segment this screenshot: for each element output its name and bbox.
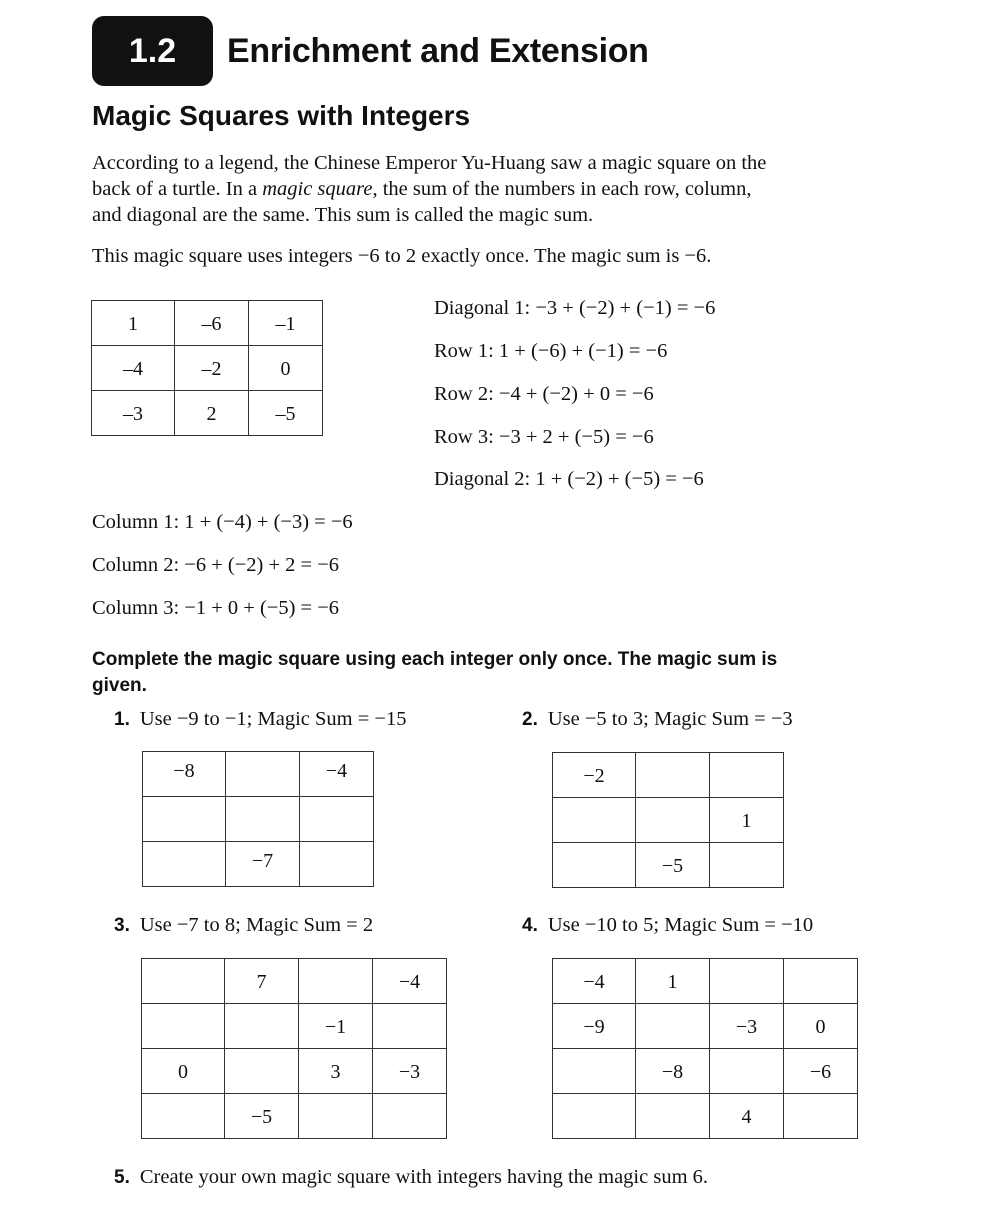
problem-2-prompt: [522, 708, 793, 731]
problem-number: 2.: [522, 709, 538, 730]
intro-term-magic-square: magic square: [262, 178, 373, 200]
grid-cell[interactable]: [226, 752, 300, 797]
problem-number: 5.: [114, 1167, 130, 1188]
grid-cell[interactable]: [226, 797, 300, 842]
grid-cell[interactable]: [299, 1094, 373, 1139]
example-cell: 2: [175, 391, 249, 436]
equation-diagonal-2: Diagonal 2: 1 + (−2) + (−5) = −6: [434, 468, 704, 490]
example-cell: –4: [92, 346, 175, 391]
intro-text-2: , the sum of the numbers in each row, column, and diagonal are the same. This sum is called the magic sum.: [92, 178, 752, 226]
equation-column-3: Column 3: −1 + 0 + (−5) = −6: [92, 597, 340, 619]
problem-text: Use −9 to −1; Magic Sum = −15: [139, 708, 407, 730]
grid-cell[interactable]: [636, 1094, 710, 1139]
problem-5-prompt: [114, 1166, 708, 1189]
example-cell: 0: [249, 346, 323, 391]
grid-cell[interactable]: −2: [553, 753, 636, 798]
example-magic-square: [91, 300, 323, 436]
problem-number: 4.: [522, 915, 538, 936]
problem-text: Create your own magic square with integers having the magic sum 6.: [139, 1166, 709, 1188]
section-subtitle: Magic Squares with Integers: [92, 100, 471, 131]
grid-cell[interactable]: −3: [710, 1004, 784, 1049]
instructions: Complete the magic square using each integer only once. The magic sum is given.: [92, 649, 778, 696]
grid-cell[interactable]: 0: [142, 1049, 225, 1094]
example-cell: –3: [92, 391, 175, 436]
grid-cell[interactable]: [142, 959, 225, 1004]
grid-cell[interactable]: 1: [636, 959, 710, 1004]
grid-cell[interactable]: −4: [300, 752, 374, 797]
problem-text: Use −10 to 5; Magic Sum = −10: [547, 914, 814, 936]
grid-cell[interactable]: 1: [710, 798, 784, 843]
grid-cell[interactable]: −8: [143, 752, 226, 797]
equation-column-2: Column 2: −6 + (−2) + 2 = −6: [92, 554, 340, 576]
problem-4-grid: [552, 958, 858, 1139]
grid-cell[interactable]: [784, 959, 858, 1004]
equation-row-2: Row 2: −4 + (−2) + 0 = −6: [434, 383, 654, 405]
grid-cell[interactable]: [299, 959, 373, 1004]
problem-2-grid: [552, 752, 784, 888]
grid-cell[interactable]: 0: [784, 1004, 858, 1049]
intro-magic-sum-statement: This magic square uses integers −6 to 2 exactly once. The magic sum is −6.: [92, 245, 712, 267]
problem-number: 3.: [114, 915, 130, 936]
grid-cell[interactable]: [142, 1004, 225, 1049]
grid-cell[interactable]: [784, 1094, 858, 1139]
grid-cell[interactable]: [710, 959, 784, 1004]
equation-row-1: Row 1: 1 + (−6) + (−1) = −6: [434, 340, 668, 362]
grid-cell[interactable]: −8: [636, 1049, 710, 1094]
problem-1-grid: [142, 751, 374, 887]
grid-cell[interactable]: [553, 1049, 636, 1094]
example-cell: –6: [175, 301, 249, 346]
problem-1-prompt: [114, 708, 406, 731]
grid-cell[interactable]: [553, 798, 636, 843]
example-cell: –2: [175, 346, 249, 391]
grid-cell[interactable]: [225, 1049, 299, 1094]
grid-cell[interactable]: 4: [710, 1094, 784, 1139]
grid-cell[interactable]: [636, 753, 710, 798]
equation-column-1: Column 1: 1 + (−4) + (−3) = −6: [92, 511, 353, 533]
grid-cell[interactable]: [553, 1094, 636, 1139]
problem-text: Use −7 to 8; Magic Sum = 2: [139, 914, 374, 936]
grid-cell[interactable]: −3: [373, 1049, 447, 1094]
example-cell: –1: [249, 301, 323, 346]
grid-cell[interactable]: [300, 797, 374, 842]
grid-cell[interactable]: −5: [636, 843, 710, 888]
grid-cell[interactable]: [373, 1094, 447, 1139]
problem-4-prompt: [522, 914, 813, 937]
section-number: 1.2: [128, 31, 177, 70]
page-title: Enrichment and Extension: [227, 32, 649, 70]
grid-cell[interactable]: [636, 798, 710, 843]
grid-cell[interactable]: [710, 753, 784, 798]
grid-cell[interactable]: [300, 842, 374, 887]
grid-cell[interactable]: [143, 842, 226, 887]
intro-text-1: According to a legend, the Chinese Emperor Yu-Huang saw a magic square on the back of a turtle. In a: [92, 152, 767, 200]
grid-cell[interactable]: −4: [373, 959, 447, 1004]
problem-3-prompt: [114, 914, 373, 937]
grid-cell[interactable]: −4: [553, 959, 636, 1004]
grid-cell[interactable]: [225, 1004, 299, 1049]
example-cell: 1: [92, 301, 175, 346]
grid-cell[interactable]: [142, 1094, 225, 1139]
intro-paragraph: [92, 150, 782, 228]
grid-cell[interactable]: 7: [225, 959, 299, 1004]
problem-text: Use −5 to 3; Magic Sum = −3: [547, 708, 793, 730]
equation-row-3: Row 3: −3 + 2 + (−5) = −6: [434, 426, 654, 448]
section-number-badge: [92, 16, 213, 86]
example-cell: –5: [249, 391, 323, 436]
grid-cell[interactable]: [553, 843, 636, 888]
grid-cell[interactable]: [636, 1004, 710, 1049]
grid-cell[interactable]: [373, 1004, 447, 1049]
grid-cell[interactable]: [143, 797, 226, 842]
grid-cell[interactable]: −6: [784, 1049, 858, 1094]
problem-number: 1.: [114, 709, 130, 730]
grid-cell[interactable]: −5: [225, 1094, 299, 1139]
equation-diagonal-1: Diagonal 1: −3 + (−2) + (−1) = −6: [434, 297, 716, 319]
grid-cell[interactable]: −7: [226, 842, 300, 887]
grid-cell[interactable]: −1: [299, 1004, 373, 1049]
grid-cell[interactable]: 3: [299, 1049, 373, 1094]
grid-cell[interactable]: [710, 1049, 784, 1094]
problem-3-grid: [141, 958, 447, 1139]
grid-cell[interactable]: [710, 843, 784, 888]
grid-cell[interactable]: −9: [553, 1004, 636, 1049]
